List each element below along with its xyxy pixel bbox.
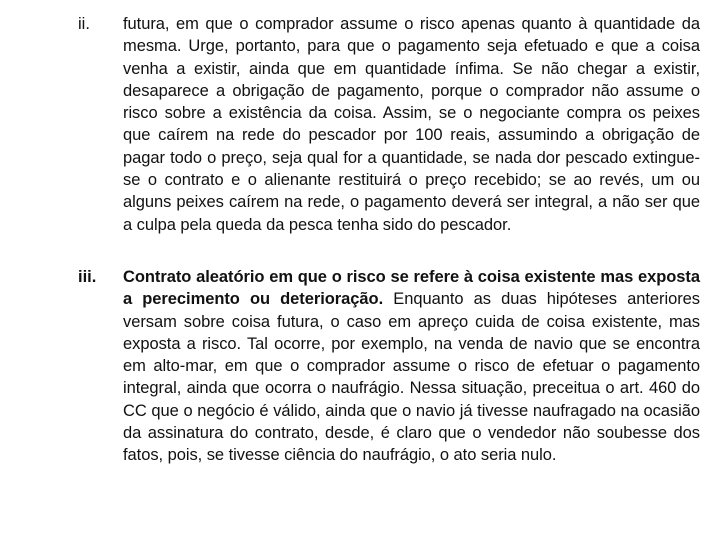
list-marker-ii: ii. <box>78 15 90 33</box>
paragraph-iii-heading: Contrato aleatório em que o risco se refere à coisa existente mas exposta a perecimento ou deterioração. <box>123 268 700 309</box>
list-marker-iii: iii. <box>78 268 97 286</box>
paragraph-iii <box>123 266 700 467</box>
paragraph-ii: futura, em que o comprador assume o risco apenas quanto à quantidade da mesma. Urge, portanto, para que o pagamento seja efetuado e que a coisa venha a existir, ainda que em quantidade ínfima. Se não chegar a existir, desaparece a obrigação de pagamento, porque o comprador não assume o risco sobre a existência da coisa. Assim, se o negociante compra os peixes que caírem na rede do pescador por 100 reais, assumindo a obrigação de pagar todo o preço, seja qual for a quantidade, se nada dor pescado extingue-se o contrato e o alienante restituirá o preço recebido; se ao revés, um ou alguns peixes caírem na rede, o pagamento deverá ser integral, a não ser que a culpa pela queda da pesca tenha sido do pescador. <box>123 15 700 234</box>
paragraph-iii-body: Enquanto as duas hipóteses anteriores versam sobre coisa futura, o caso em apreço cuida de coisa existente, mas exposta a risco. Tal ocorre, por exemplo, na venda de navio que se encontra em alto-mar, em que o comprador assume o risco de efetuar o pagamento integral, ainda que ocorra o naufrágio. Nessa situação, preceitua o art. 460 do CC que o negócio é válido, ainda que o navio já tivesse naufragado na ocasião da assinatura do contrato, desde, é claro que o vendedor não soubesse dos fatos, pois, se tivesse ciência do naufrágio, o ato seria nulo. <box>123 290 700 465</box>
